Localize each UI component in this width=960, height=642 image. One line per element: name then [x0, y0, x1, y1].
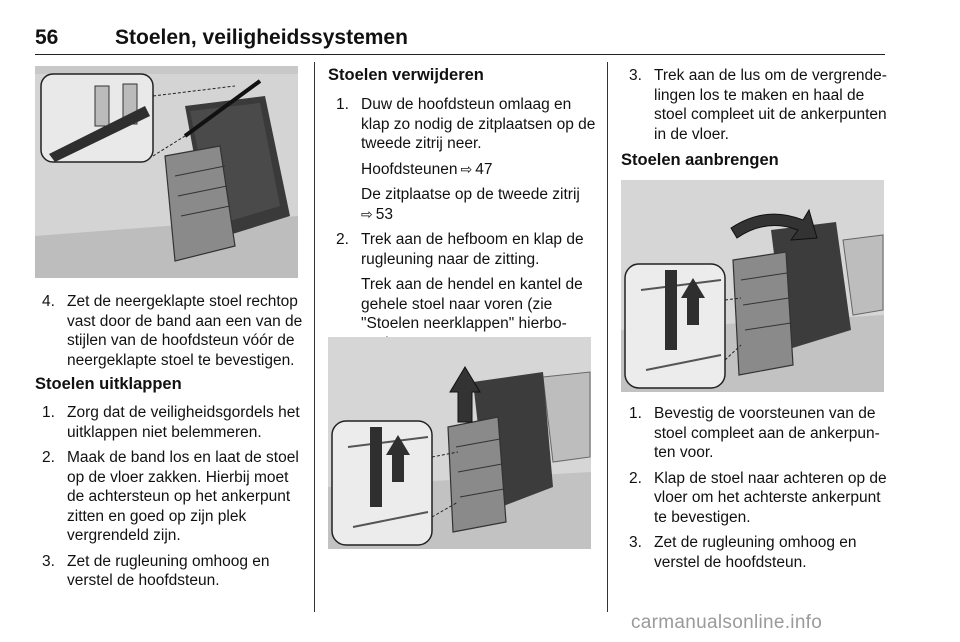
list-item	[336, 95, 598, 224]
remove-steps-continued	[629, 66, 887, 150]
install-steps	[629, 404, 887, 578]
column-divider-left	[314, 62, 315, 612]
step-text: zitten en goed op zijn plek	[67, 507, 247, 525]
step-text: verstel de hoofdsteun.	[654, 553, 807, 571]
list-item	[629, 533, 887, 572]
step-text: lingen los te maken en haal de	[654, 86, 865, 104]
step-text: Trek aan de hendel en kantel de	[361, 276, 583, 293]
step-text: vast door de band aan een van de	[67, 312, 303, 330]
step-text: Maak de band los en laat de stoel	[67, 449, 299, 466]
step-number: 3.	[629, 67, 642, 84]
reference-page: 47	[475, 160, 493, 178]
step-text: Trek aan de hefboom en klap de	[361, 231, 584, 248]
step-text: rugleuning naar de zitting.	[361, 250, 540, 268]
list-item	[629, 66, 887, 144]
step-number: 3.	[42, 552, 55, 570]
step-text: Bevestig de voorsteunen van de	[654, 405, 876, 422]
cross-reference	[361, 160, 598, 180]
page-reference-icon: ⇨	[460, 160, 473, 177]
step-text: Trek aan de lus om de vergrende-	[654, 67, 887, 84]
list-item	[629, 469, 887, 528]
page-header	[35, 22, 885, 55]
list-item	[336, 230, 598, 353]
section-heading-install: Stoelen aanbrengen	[621, 151, 779, 169]
step-text: Zet de rugleuning omhoog en	[654, 534, 857, 551]
step-text: Klap de stoel naar achteren op de	[654, 469, 887, 487]
unfold-prep-steps	[42, 292, 304, 376]
section-heading-unfold: Stoelen uitklappen	[35, 375, 182, 393]
step-text: verstel de hoofdsteun.	[67, 572, 220, 589]
step-text: stoel compleet uit de ankerpunten	[654, 106, 887, 123]
column-divider-right	[607, 62, 608, 612]
step-text: vergrendeld zijn.	[67, 527, 181, 544]
step-number: 1.	[336, 96, 349, 113]
cross-reference	[361, 185, 598, 224]
remove-steps	[336, 95, 598, 359]
page-number: 56	[35, 26, 59, 49]
step-text: vloer om het achterste ankerpunt	[654, 489, 881, 506]
list-item	[629, 404, 887, 463]
step-text: in de vloer.	[654, 125, 729, 143]
reference-text: Hoofdsteunen	[361, 160, 458, 178]
list-item	[42, 552, 304, 591]
seat-install-illustration	[621, 180, 884, 392]
section-heading-remove: Stoelen verwijderen	[328, 66, 484, 84]
step-text: gehele stoel naar voren (zie	[361, 295, 553, 313]
unfold-steps	[42, 403, 304, 597]
list-item	[42, 292, 304, 370]
list-item	[42, 448, 304, 546]
step-text: te bevestigen.	[654, 508, 751, 526]
watermark: carmanualsonline.info	[631, 612, 823, 633]
step-text: Zorg dat de veiligheidsgordels het	[67, 404, 300, 421]
folded-seat-strap-illustration	[35, 66, 298, 278]
step-number: 1.	[42, 404, 55, 421]
step-text: klap zo nodig de zitplaatsen op de	[361, 115, 596, 133]
step-text: Zet de neergeklapte stoel rechtop	[67, 293, 298, 310]
step-text: Zet de rugleuning omhoog en	[67, 552, 270, 570]
step-number: 2.	[42, 449, 55, 466]
seat-tilt-forward-illustration	[328, 337, 591, 549]
step-text: tweede zitrij neer.	[361, 135, 482, 152]
step-number: 3.	[629, 534, 642, 551]
step-number: 2.	[336, 231, 349, 248]
reference-page: 53	[375, 205, 393, 223]
reference-text: De zitplaatse op de tweede zitrij	[361, 186, 580, 203]
step-text: uitklappen niet belemmeren.	[67, 423, 262, 441]
step-text: ten voor.	[654, 444, 714, 461]
step-text: neergeklapte stoel te bevestigen.	[67, 351, 295, 369]
page-title: Stoelen, veiligheidssystemen	[115, 26, 408, 49]
page-reference-icon: ⇨	[361, 205, 373, 222]
step-text: de achtersteun op het ankerpunt	[67, 488, 291, 505]
step-number: 1.	[629, 405, 642, 422]
step-text: stijlen van de hoofdsteun vóór de	[67, 332, 295, 349]
step-number: 4.	[42, 293, 55, 310]
list-item	[42, 403, 304, 442]
step-text: "Stoelen neerklappen" hierbo-	[361, 315, 567, 332]
step-number: 2.	[629, 469, 642, 487]
step-text: op de vloer zakken. Hierbij moet	[67, 468, 289, 486]
step-text: stoel compleet aan de ankerpun-	[654, 424, 880, 442]
step-text: Duw de hoofdsteun omlaag en	[361, 96, 572, 113]
